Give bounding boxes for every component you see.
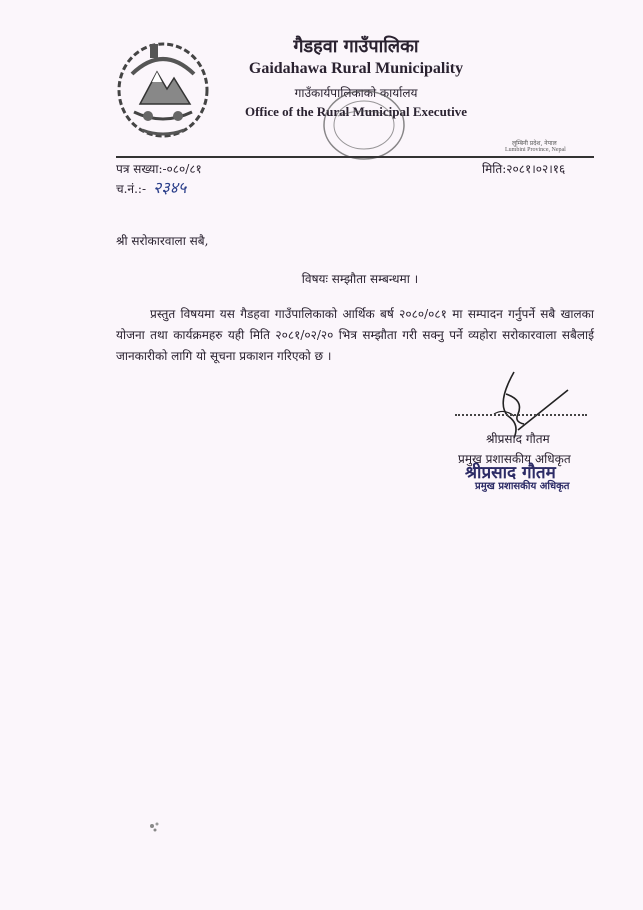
signatory-title: प्रमुख प्रशासकीय अधिकृत <box>458 452 571 466</box>
dispatch-number-handwritten: २३४५ <box>153 178 187 197</box>
office-name-english: Office of the Rural Municipal Executive <box>244 104 468 119</box>
salutation: श्री सरोकारवाला सबै, <box>116 234 209 248</box>
municipality-name-english: Gaidahawa Rural Municipality <box>248 60 464 77</box>
office-name-nepali: गाउँकार्यपालिकाको कार्यालय <box>294 86 418 100</box>
letter-body: प्रस्तुत विषयमा यस गैडहवा गाउँपालिकाको आर्थिक बर्ष २०८०/०८१ मा सम्पादन गर्नुपर्ने सबै खालका योजना तथा कार्यक्रमहरु यही मिति २०८१/०२/२० भित्र सम्झौता गरी सक्नु पर्ने व्यहोरा सरोकारवाला सबैलाई जानकारीको लागि यो सूचना प्रकाशन गरिएको छ । <box>116 307 594 363</box>
seal-title-stamp: प्रमुख प्रशासकीय अधिकृत <box>475 481 570 492</box>
ink-smudge-icon <box>144 816 166 838</box>
address-english: Lumbini Province, Nepal <box>505 147 566 153</box>
letter-date: मिति:२०८१।०२।१६ <box>482 162 566 176</box>
signatory-name: श्रीप्रसाद गौतम <box>486 432 550 446</box>
subject-line: विषयः सम्झौता सम्बन्धमा । <box>301 272 419 286</box>
nepal-emblem-icon <box>112 34 214 142</box>
header-divider <box>116 156 594 158</box>
reference-number: पत्र सख्या:-०८०/८१ <box>116 162 202 176</box>
signature-line <box>455 414 587 416</box>
address-nepali: लुम्बिनी प्रदेश, नेपाल <box>512 140 557 147</box>
office-stamp-icon <box>318 86 410 164</box>
municipality-name-nepali: गैडहवा गाउँपालिका <box>293 36 419 57</box>
seal-name-stamp: श्रीप्रसाद गौतम <box>465 463 556 483</box>
dispatch-number-label: च.नं.:- <box>116 182 147 196</box>
